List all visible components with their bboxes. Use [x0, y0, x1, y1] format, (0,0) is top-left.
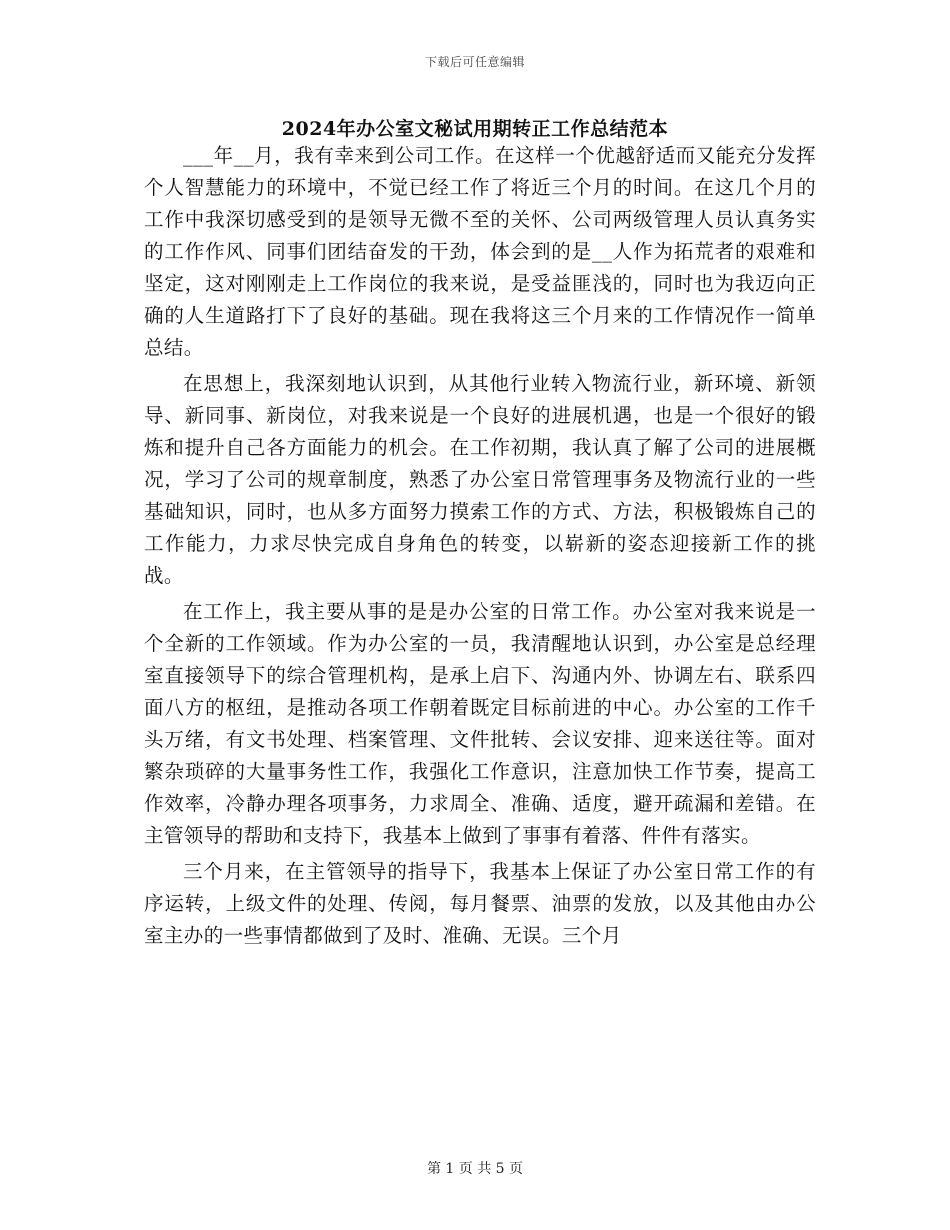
paragraph-3: 在工作上，我主要从事的是是办公室的日常工作。办公室对我来说是一个全新的工作领域。作为办公室的一员，我清醒地认识到，办公室是总经理室直接领导下的综合管理机构，是承上启下、沟通内外、协调左右、联系四面八方的枢纽，是推动各项工作朝着既定目标前进的中心。办公室的工作千头万绪，有文书处理、档案管理、文件批转、会议安排、迎来送往等。面对繁杂琐碎的大量事务性工作，我强化工作意识，注意加快工作节奏，提高工作效率，冷静办理各项事务，力求周全、准确、适度，避开疏漏和差错。在主管领导的帮助和支持下，我基本上做到了事事有着落、件件有落实。 — [144, 600, 816, 847]
page-footer-page-number: 第 1 页 共 5 页 — [426, 1161, 524, 1177]
paragraph-1: ___年__月，我有幸来到公司工作。在这样一个优越舒适而又能充分发挥个人智慧能力的环境中，不觉已经工作了将近三个月的时间。在这几个月的工作中我深切感受到的是领导无微不至的关怀、公司两级管理人员认真务实的工作作风、同事们团结奋发的干劲，体会到的是__人作为拓荒者的艰难和坚定，这对刚刚走上工作岗位的我来说，是受益匪浅的，同时也为我迈向正确的人生道路打下了良好的基础。现在我将这三个月来的工作情况作一简单总结。 — [144, 144, 816, 359]
paragraph-4: 三个月来，在主管领导的指导下，我基本上保证了办公室日常工作的有序运转，上级文件的处理、传阅，每月餐票、油票的发放，以及其他由办公室主办的一些事情都做到了及时、准确、无误。三个月 — [144, 860, 816, 947]
document-title: 2024年办公室文秘试用期转正工作总结范本 — [281, 118, 669, 140]
page-header-note: 下载后可任意编辑 — [424, 55, 525, 69]
paragraph-2: 在思想上，我深刻地认识到，从其他行业转入物流行业，新环境、新领导、新同事、新岗位，对我来说是一个良好的进展机遇，也是一个很好的锻炼和提升自己各方面能力的机会。在工作初期，我认真了解了公司的进展概况，学习了公司的规章制度，熟悉了办公室日常管理事务及物流行业的一些基础知识，同时，也从多方面努力摸索工作的方式、方法，积极锻炼自己的工作能力，力求尽快完成自身角色的转变，以崭新的姿态迎接新工作的挑战。 — [144, 372, 816, 587]
document-body — [144, 140, 816, 952]
